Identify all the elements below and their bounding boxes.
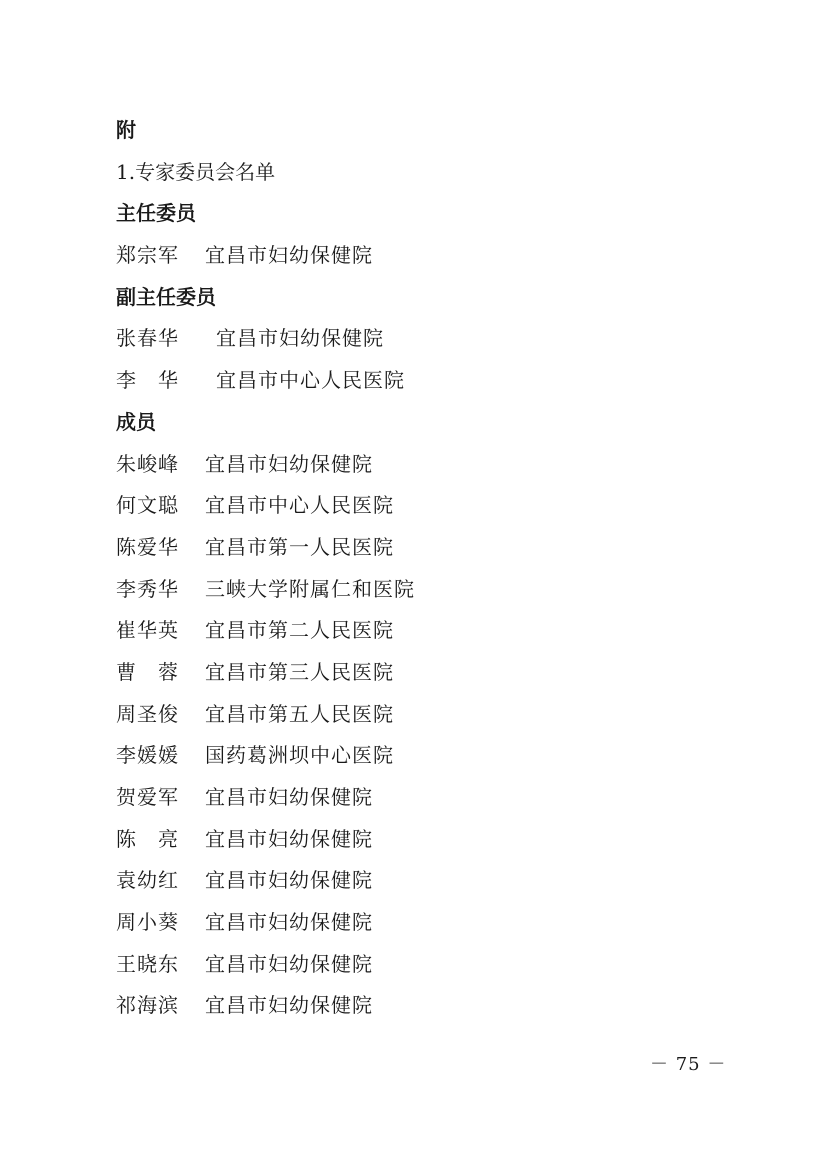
member-row [116, 444, 756, 486]
section-heading-director: 主任委员 [116, 201, 196, 226]
member-row [116, 527, 756, 569]
member-row [116, 985, 756, 1027]
member-org: 宜昌市妇幼保健院 [205, 451, 373, 476]
member-name: 袁幼红 [116, 868, 179, 893]
member-name: 周圣俊 [116, 701, 179, 726]
member-org: 宜昌市妇幼保健院 [205, 868, 373, 893]
member-org: 宜昌市妇幼保健院 [205, 910, 373, 935]
member-row [116, 318, 756, 360]
section-heading-members: 成员 [116, 409, 156, 434]
member-org: 宜昌市妇幼保健院 [205, 951, 373, 976]
member-name: 何文聪 [116, 493, 179, 518]
member-org: 宜昌市妇幼保健院 [205, 785, 373, 809]
member-org: 宜昌市第一人民医院 [205, 534, 394, 559]
member-org: 宜昌市中心人民医院 [216, 368, 405, 393]
member-org: 宜昌市第五人民医院 [205, 701, 394, 726]
member-name: 朱峻峰 [116, 451, 179, 476]
member-row [116, 235, 756, 277]
member-name: 贺爱军 [116, 785, 179, 809]
appendix-label: 附 [116, 118, 136, 142]
member-name: 祁海滨 [116, 993, 179, 1018]
member-row [116, 569, 756, 611]
page-number: － 75 － [650, 1054, 727, 1075]
member-name: 周小葵 [116, 910, 179, 935]
member-name: 李秀华 [116, 576, 179, 601]
section-heading-deputy: 副主任委员 [116, 284, 216, 309]
member-row [116, 652, 756, 694]
member-name: 张春华 [116, 326, 179, 351]
member-name: 王晓东 [116, 951, 179, 976]
member-row [116, 735, 756, 777]
member-row [116, 944, 756, 986]
member-org: 宜昌市中心人民医院 [205, 493, 394, 518]
member-org: 宜昌市第二人民医院 [205, 618, 394, 643]
member-row [116, 360, 756, 402]
member-org: 三峡大学附属仁和医院 [205, 576, 415, 601]
member-org: 宜昌市妇幼保健院 [205, 826, 373, 851]
member-row [116, 485, 756, 527]
member-row [116, 819, 756, 861]
member-row [116, 902, 756, 944]
member-row [116, 610, 756, 652]
member-org: 宜昌市第三人民医院 [205, 659, 394, 684]
member-row [116, 860, 756, 902]
member-name: 曹 蓉 [116, 659, 179, 684]
member-org: 国药葛洲坝中心医院 [205, 743, 394, 768]
member-name: 陈 亮 [116, 826, 179, 851]
list-title: 1.专家委员会名单 [116, 159, 276, 184]
document-content [116, 110, 756, 1027]
member-org: 宜昌市妇幼保健院 [216, 326, 384, 351]
member-org: 宜昌市妇幼保健院 [205, 243, 373, 268]
member-row [116, 694, 756, 736]
member-name: 崔华英 [116, 618, 179, 643]
member-name: 李媛媛 [116, 743, 179, 768]
member-name: 郑宗军 [116, 243, 179, 268]
member-row [116, 777, 756, 819]
member-org: 宜昌市妇幼保健院 [205, 993, 373, 1018]
member-name: 李 华 [116, 368, 179, 393]
member-name: 陈爱华 [116, 534, 179, 559]
